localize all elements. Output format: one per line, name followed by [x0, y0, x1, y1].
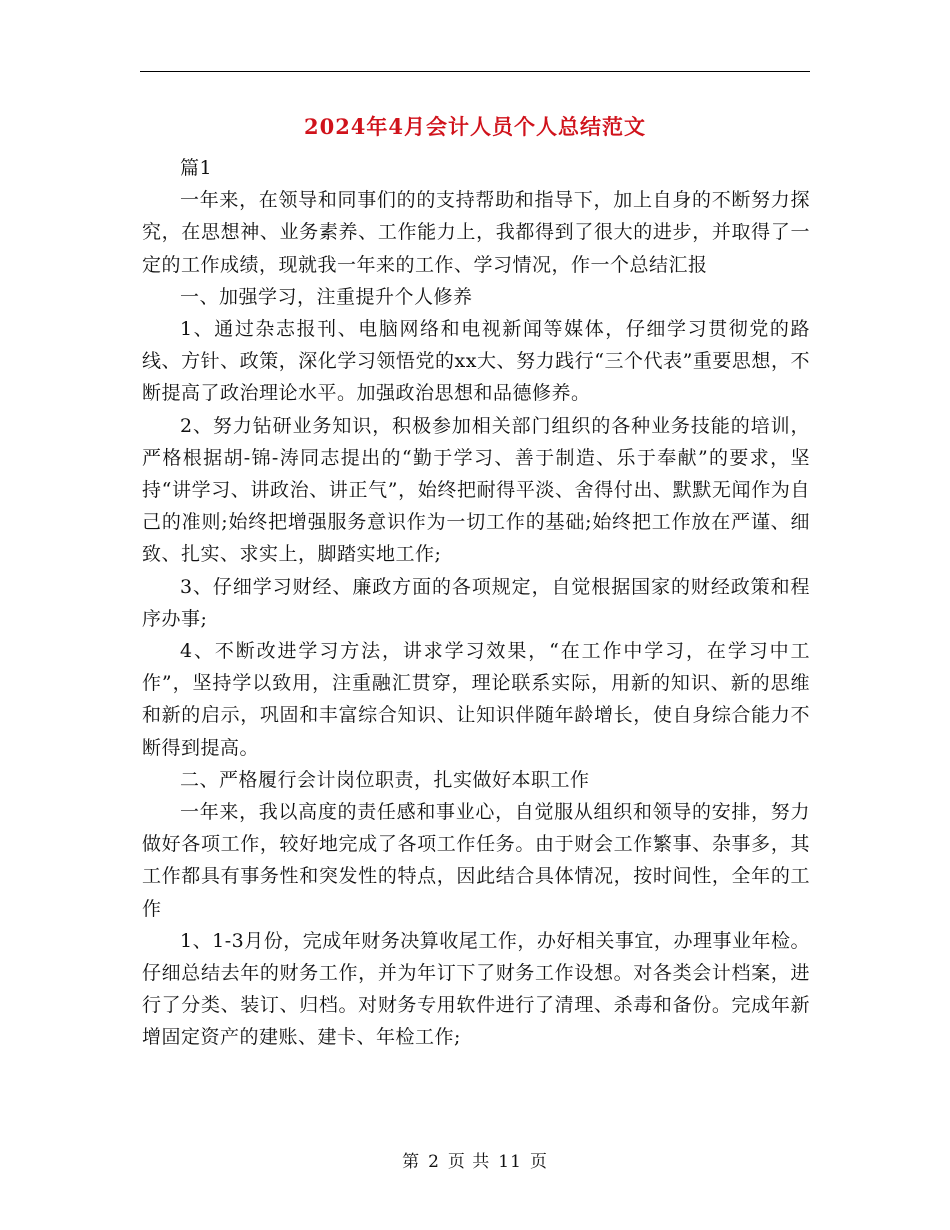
paragraph-item-3: 3、仔细学习财经、廉政方面的各项规定，自觉根据国家的财经政策和程序办事;: [142, 575, 810, 630]
footer-suffix: 页: [529, 1152, 548, 1172]
page-footer: [0, 1150, 950, 1174]
paragraph-q1-work: 1、1-3月份，完成年财务决算收尾工作，办好相关事宜，办理事业年检。仔细总结去年的财务工作，并为年订下了财务工作设想。对各类会计档案，进行了分类、装订、归档。对财务专用软件进行了清理、杀毒和备份。完成年新增固定资产的建账、建卡、年检工作;: [142, 929, 810, 1049]
document-title: 2024年4月会计人员个人总结范文: [303, 114, 647, 139]
footer-current-page: 2: [428, 1152, 440, 1172]
footer-total-pages: 11: [498, 1152, 522, 1172]
heading-section-one: 一、加强学习，注重提升个人修养: [180, 285, 473, 308]
paragraph-item-1: 1、通过杂志报刊、电脑网络和电视新闻等媒体，仔细学习贯彻党的路线、方针、政策，深化学习领悟党的xx大、努力践行“三个代表”重要思想，不断提高了政治理论水平。加强政治思想和品德修养。: [142, 318, 810, 405]
paragraph-section-label: 篇1: [180, 157, 213, 179]
paragraph-item-4: 4、不断改进学习方法，讲求学习效果，“在工作中学习，在学习中工作”，坚持学以致用，注重融汇贯穿，理论联系实际，用新的知识、新的思维和新的启示，巩固和丰富综合知识、让知识伴随年龄增长，使自身综合能力不断得到提高。: [142, 640, 810, 759]
heading-section-two: 二、严格履行会计岗位职责，扎实做好本职工作: [180, 768, 590, 791]
paragraph-intro: 一年来，在领导和同事们的的支持帮助和指导下，加上自身的不断努力探究，在思想神、业务素养、工作能力上，我都得到了很大的进步，并取得了一定的工作成绩，现就我一年来的工作、学习情况，作一个总结汇报: [142, 189, 810, 276]
footer-prefix: 第: [402, 1152, 421, 1172]
document-body: [142, 152, 810, 1054]
paragraph-item-2: 2、努力钻研业务知识，积极参加相关部门组织的各种业务技能的培训，严格根据胡-锦-涛同志提出的“勤于学习、善于制造、乐于奉献”的要求，坚持“讲学习、讲政治、讲正气”，始终把耐得平淡、舍得付出、默默无闻作为自己的准则;始终把增强服务意识作为一切工作的基础;始终把工作放在严谨、细致、扎实、求实上，脚踏实地工作;: [142, 414, 810, 566]
footer-middle: 页 共: [447, 1152, 491, 1172]
header-rule: [140, 71, 810, 72]
paragraph-section-two-intro: 一年来，我以高度的责任感和事业心，自觉服从组织和领导的安排，努力做好各项工作，较好地完成了各项工作任务。由于财会工作繁事、杂事多，其工作都具有事务性和突发性的特点，因此结合具体情况，按时间性，全年的工作: [142, 801, 810, 920]
